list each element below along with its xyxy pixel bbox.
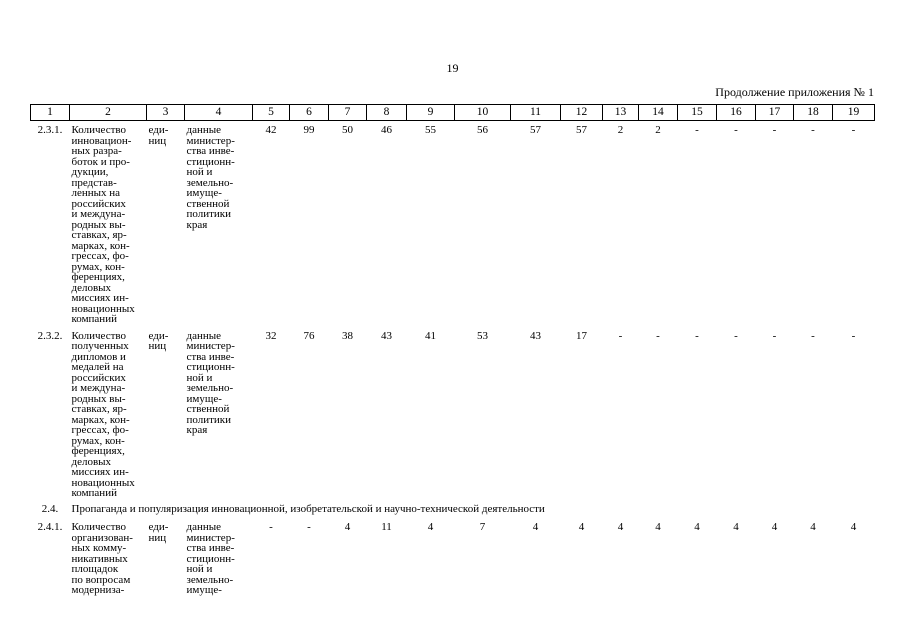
column-number: 2: [70, 105, 147, 121]
cell-line: российских: [71, 371, 126, 384]
cell-line: имуще-: [186, 584, 222, 596]
cell-line: края: [186, 218, 208, 231]
value-cell: 38: [342, 329, 353, 342]
cell-line: ниц: [148, 340, 167, 352]
value-cell: 57: [530, 124, 541, 136]
cell-line: дукции,: [71, 166, 109, 178]
cell-line: ных разра-: [71, 145, 122, 157]
column-number: 16: [717, 105, 756, 121]
cell-line: стиционн-: [186, 155, 235, 168]
cell-line: ниц: [148, 531, 167, 544]
cell-line: миссиях ин-: [71, 292, 129, 304]
value-cell: 76: [303, 329, 315, 342]
value-cell: -: [734, 329, 738, 342]
cell-line: еди-: [148, 124, 169, 136]
cell-line: ференциях,: [71, 445, 125, 457]
cell-line: российских: [71, 197, 126, 210]
cell-line: политики: [186, 208, 232, 220]
value-cell: -: [307, 521, 311, 533]
column-number: 10: [455, 105, 511, 121]
column-number: 19: [833, 105, 875, 121]
value-cell: -: [734, 124, 738, 136]
cell-line: марках, кон-: [71, 239, 130, 252]
cell-line: дипломов и: [71, 350, 126, 363]
value-cell: -: [695, 329, 699, 342]
column-number: 9: [407, 105, 455, 121]
value-cell: 99: [303, 124, 315, 136]
cell-line: и междуна-: [71, 208, 126, 220]
cell-line: ставках, яр-: [71, 229, 127, 241]
column-number: 8: [367, 105, 407, 121]
cell-line: еди-: [148, 329, 169, 342]
cell-line: стиционн-: [186, 361, 235, 373]
cell-line: ной и: [186, 166, 213, 178]
table-row: [31, 327, 875, 501]
unit-of-measure: [147, 121, 185, 327]
cell-line: ной и: [186, 563, 213, 575]
cell-line: Количество: [71, 124, 127, 136]
column-number-row: [31, 105, 875, 121]
cell-line: родных вы-: [71, 392, 126, 405]
value-cell: 4: [810, 521, 816, 533]
column-number: 13: [603, 105, 639, 121]
cell-line: марках, кон-: [71, 413, 130, 426]
value-cell: 4: [694, 521, 700, 533]
value-cell: 56: [477, 124, 488, 136]
data-source: [185, 121, 253, 327]
unit-of-measure: [147, 518, 185, 598]
data-source: [185, 327, 253, 501]
cell-line: площадок: [71, 563, 119, 575]
cell-line: ставках, яр-: [71, 403, 127, 415]
cell-line: имуще-: [186, 187, 222, 199]
value-cell: 4: [344, 521, 351, 533]
column-number: 11: [511, 105, 561, 121]
cell-line: Количество: [71, 521, 127, 533]
cell-line: грессах, фо-: [71, 250, 129, 262]
page-number: 19: [446, 61, 459, 75]
value-cell: -: [269, 521, 273, 533]
value-cell: -: [811, 329, 815, 342]
row-code: 2.3.2.: [37, 329, 63, 342]
cell-line: ниц: [148, 134, 167, 147]
cell-line: земельно-: [186, 382, 234, 394]
value-cell: 57: [576, 124, 587, 136]
cell-line: ства инве-: [186, 145, 235, 157]
value-cell: -: [695, 124, 699, 136]
cell-line: данные: [186, 521, 222, 533]
indicator-name: [70, 518, 147, 598]
value-cell: 55: [425, 124, 436, 136]
cell-line: ственной: [186, 197, 230, 210]
cell-line: земельно-: [186, 573, 234, 586]
value-cell: -: [811, 124, 815, 136]
value-cell: -: [851, 329, 856, 342]
cell-line: ства инве-: [186, 350, 235, 363]
cell-line: министер-: [186, 134, 235, 147]
cell-line: ства инве-: [186, 542, 235, 554]
value-cell: 4: [850, 521, 857, 533]
row-code: 2.4.1.: [37, 521, 63, 533]
value-cell: -: [656, 329, 660, 342]
cell-line: по вопросам: [71, 573, 131, 586]
cell-line: представ-: [71, 176, 117, 189]
indicators-table: [30, 104, 875, 598]
cell-line: модерниза-: [71, 584, 125, 596]
cell-line: стиционн-: [186, 552, 235, 565]
value-cell: -: [618, 329, 623, 342]
unit-of-measure: [147, 327, 185, 501]
cell-line: медалей на: [71, 361, 124, 373]
column-number: 1: [31, 105, 70, 121]
value-cell: 41: [425, 329, 436, 342]
cell-line: деловых: [71, 281, 112, 294]
cell-line: ной и: [186, 371, 213, 384]
cell-line: миссиях ин-: [71, 466, 129, 478]
value-cell: 43: [381, 329, 392, 342]
cell-line: министер-: [186, 531, 235, 544]
cell-line: компаний: [71, 313, 117, 325]
row-code: 2.3.1.: [37, 124, 63, 136]
cell-line: новационных: [71, 476, 135, 489]
table-row: [31, 518, 875, 598]
column-number: 3: [147, 105, 185, 121]
cell-line: ных комму-: [71, 542, 127, 554]
cell-line: края: [186, 424, 208, 436]
section-title: Пропаганда и популяризация инновационной, изобретательской и научно-технической деятельности: [71, 502, 545, 515]
cell-line: деловых: [71, 455, 112, 468]
value-cell: 2: [655, 124, 661, 136]
cell-line: политики: [186, 413, 232, 426]
cell-line: имуще-: [186, 392, 222, 405]
cell-line: никативных: [71, 552, 128, 565]
column-number: 17: [756, 105, 794, 121]
cell-line: румах, кон-: [71, 434, 125, 447]
cell-line: инновацион-: [71, 134, 132, 147]
value-cell: 4: [655, 521, 661, 533]
column-number: 18: [794, 105, 833, 121]
value-cell: 4: [532, 521, 539, 533]
cell-line: организован-: [71, 531, 133, 544]
section-code: 2.4.: [41, 502, 59, 515]
table-row: [31, 121, 875, 327]
column-number: 15: [678, 105, 717, 121]
cell-line: полученных: [71, 340, 129, 352]
cell-line: родных вы-: [71, 218, 126, 231]
cell-line: компаний: [71, 487, 117, 499]
value-cell: 4: [771, 521, 778, 533]
table-body: [31, 121, 875, 598]
column-number: 7: [329, 105, 367, 121]
column-number: 14: [639, 105, 678, 121]
value-cell: 42: [265, 124, 277, 136]
value-cell: 43: [530, 329, 541, 342]
cell-line: ственной: [186, 403, 230, 415]
column-number: 4: [185, 105, 253, 121]
indicator-name: [70, 327, 147, 501]
value-cell: 11: [381, 521, 392, 533]
value-cell: 7: [479, 521, 486, 533]
cell-line: еди-: [148, 521, 169, 533]
value-cell: 4: [733, 521, 739, 533]
indicator-name: [70, 121, 147, 327]
cell-line: министер-: [186, 340, 235, 352]
value-cell: -: [851, 124, 856, 136]
value-cell: -: [772, 329, 777, 342]
column-number: 5: [253, 105, 290, 121]
value-cell: 53: [477, 329, 488, 342]
section-row: [31, 501, 875, 519]
cell-line: Количество: [71, 329, 127, 342]
value-cell: 50: [342, 124, 353, 136]
value-cell: 4: [427, 521, 434, 533]
cell-line: ленных на: [71, 187, 121, 199]
value-cell: 32: [265, 329, 277, 342]
cell-line: и междуна-: [71, 382, 126, 394]
value-cell: 46: [381, 124, 392, 136]
value-cell: 2: [617, 124, 624, 136]
cell-line: грессах, фо-: [71, 424, 129, 436]
cell-line: румах, кон-: [71, 260, 125, 273]
cell-line: данные: [186, 329, 222, 342]
cell-line: боток и про-: [71, 155, 130, 168]
column-number: 12: [561, 105, 603, 121]
value-cell: 4: [617, 521, 624, 533]
cell-line: ференциях,: [71, 271, 125, 283]
value-cell: 17: [576, 329, 587, 342]
continuation-label: Продолжение приложения № 1: [715, 85, 874, 99]
column-number: 6: [290, 105, 329, 121]
data-source: [185, 518, 253, 598]
cell-line: данные: [186, 124, 222, 136]
value-cell: 4: [578, 521, 585, 533]
cell-line: новационных: [71, 302, 135, 315]
value-cell: -: [772, 124, 777, 136]
cell-line: земельно-: [186, 176, 234, 189]
